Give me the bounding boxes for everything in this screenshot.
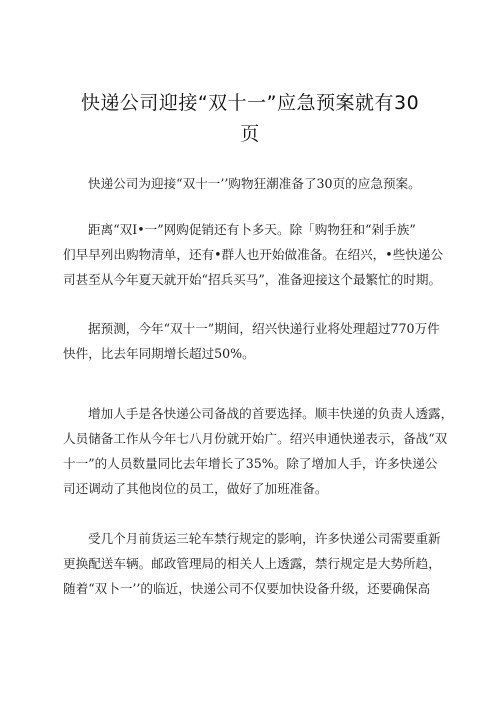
paragraph-line: 快递公司为迎接“双十一’’购物狂潮准备了30页的应急预案。 — [88, 176, 421, 191]
paragraph-line: 司甚至从今年夏天就开始“招兵买马”，准备迎接这个最繁忙的时期。 — [63, 272, 442, 287]
paragraph-line: 随着“双卜一’’的临近，快递公司不仅要加快设备升级，还要确保高 — [63, 581, 431, 596]
paragraph-line: 距离“双I•一”网购促销还有卜多天。除「购物狂和“剁手族” — [88, 222, 416, 237]
paragraph-line: 十一”的人员数量同比去年增长了35%。除了增加人手，许多快递公 — [63, 456, 438, 471]
paragraph-5 — [63, 526, 441, 601]
paragraph-2 — [63, 217, 444, 292]
paragraph-1 — [63, 171, 441, 196]
paragraph-line: 人员储备工作从今年七八月份就开始广。绍兴申通快递表示，备战“双 — [63, 431, 448, 446]
paragraph-line: 们早早列出购物清单，还有•群人也开始做准备。在绍兴，•些快递公 — [63, 247, 444, 262]
paragraph-4 — [63, 401, 454, 501]
title-line-2: 页 — [240, 123, 260, 145]
title-line-1: 快递公司迎接“双十一”应急预案就有30 — [80, 92, 420, 114]
paragraph-line: 增加人手是各快递公司备战的首要选择。顺丰快递的负责人透露， — [88, 406, 454, 421]
paragraph-line: 更换配送车辆。邮政管理局的相关人上透露，禁行规定是大势所趋， — [63, 556, 441, 571]
paragraph-line: 据预测，今年“双十一”期间，绍兴快递行业将处理超过770万件 — [88, 321, 440, 336]
paragraph-line: 快件，比去年同期增长超过50%。 — [63, 346, 255, 361]
paragraph-line: 受几个月前货运三轮车禁行规定的影响，许多快递公司需要重新 — [88, 531, 441, 546]
paragraph-line: 司还调动了其他岗位的员工，做好了加班准备。 — [63, 481, 328, 496]
document-title — [60, 88, 440, 150]
paragraph-3 — [63, 316, 441, 366]
